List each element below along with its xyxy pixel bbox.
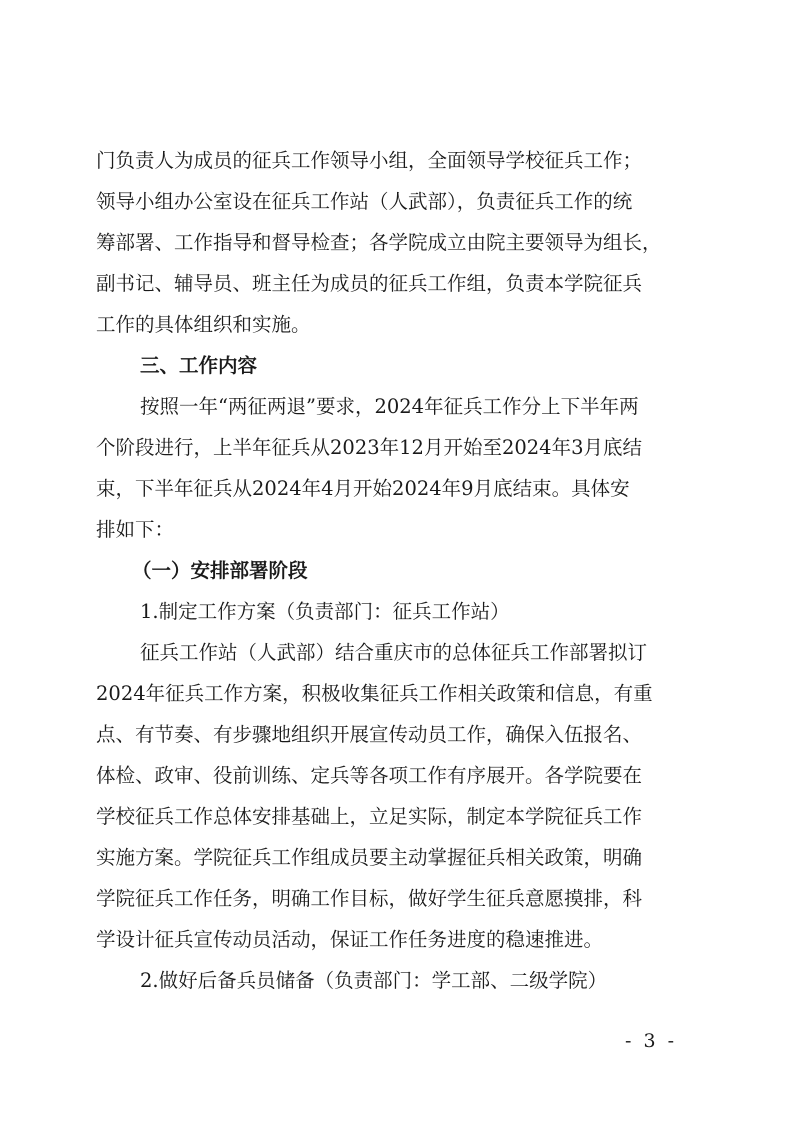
item-title: 1.制定工作方案（负责部门：征兵工作站） — [140, 600, 510, 623]
text-line: 筹部署、工作指导和督导检查；各学院成立由院主要领导为组长， — [96, 231, 662, 254]
paragraph-first-line: 征兵工作站（人武部）结合重庆市的总体征兵工作部署拟订 — [140, 641, 648, 664]
text-line: 学院征兵工作任务，明确工作目标，做好学生征兵意愿摸排，科 — [96, 887, 643, 910]
page-number: - 3 - — [625, 1030, 678, 1052]
text-line: 领导小组办公室设在征兵工作站（人武部），负责征兵工作的统 — [96, 190, 633, 213]
text-line: 束，下半年征兵从2024年4月开始2024年9月底结束。具体安 — [96, 477, 630, 500]
paragraph-first-line: 按照一年“两征两退”要求，2024年征兵工作分上下半年两 — [140, 395, 639, 418]
text-line: 副书记、辅导员、班主任为成员的征兵工作组，负责本学院征兵 — [96, 272, 643, 295]
text-line: 学校征兵工作总体安排基础上，立足实际，制定本学院征兵工作 — [96, 805, 643, 828]
text-line: 个阶段进行，上半年征兵从2023年12月开始至2024年3月底结 — [96, 436, 642, 459]
text-line: 排如下： — [96, 518, 175, 541]
text-line: 学设计征兵宣传动员活动，保证工作任务进度的稳速推进。 — [96, 928, 604, 951]
item-title: 2.做好后备兵员储备（负责部门：学工部、二级学院） — [140, 969, 608, 992]
text-line: 点、有节奏、有步骤地组织开展宣传动员工作，确保入伍报名、 — [96, 723, 643, 746]
text-line: 门负责人为成员的征兵工作领导小组，全面领导学校征兵工作； — [96, 149, 643, 172]
text-line: 2024年征兵工作方案，积极收集征兵工作相关政策和信息，有重 — [96, 682, 653, 705]
text-line: 工作的具体组织和实施。 — [96, 313, 311, 336]
text-line: 实施方案。学院征兵工作组成员要主动掌握征兵相关政策，明确 — [96, 846, 643, 869]
section-heading: 三、工作内容 — [140, 354, 258, 377]
document-body — [96, 140, 696, 1001]
text-line: 体检、政审、役前训练、定兵等各项工作有序展开。各学院要在 — [96, 764, 643, 787]
subsection-heading: （一）安排部署阶段 — [132, 559, 308, 582]
